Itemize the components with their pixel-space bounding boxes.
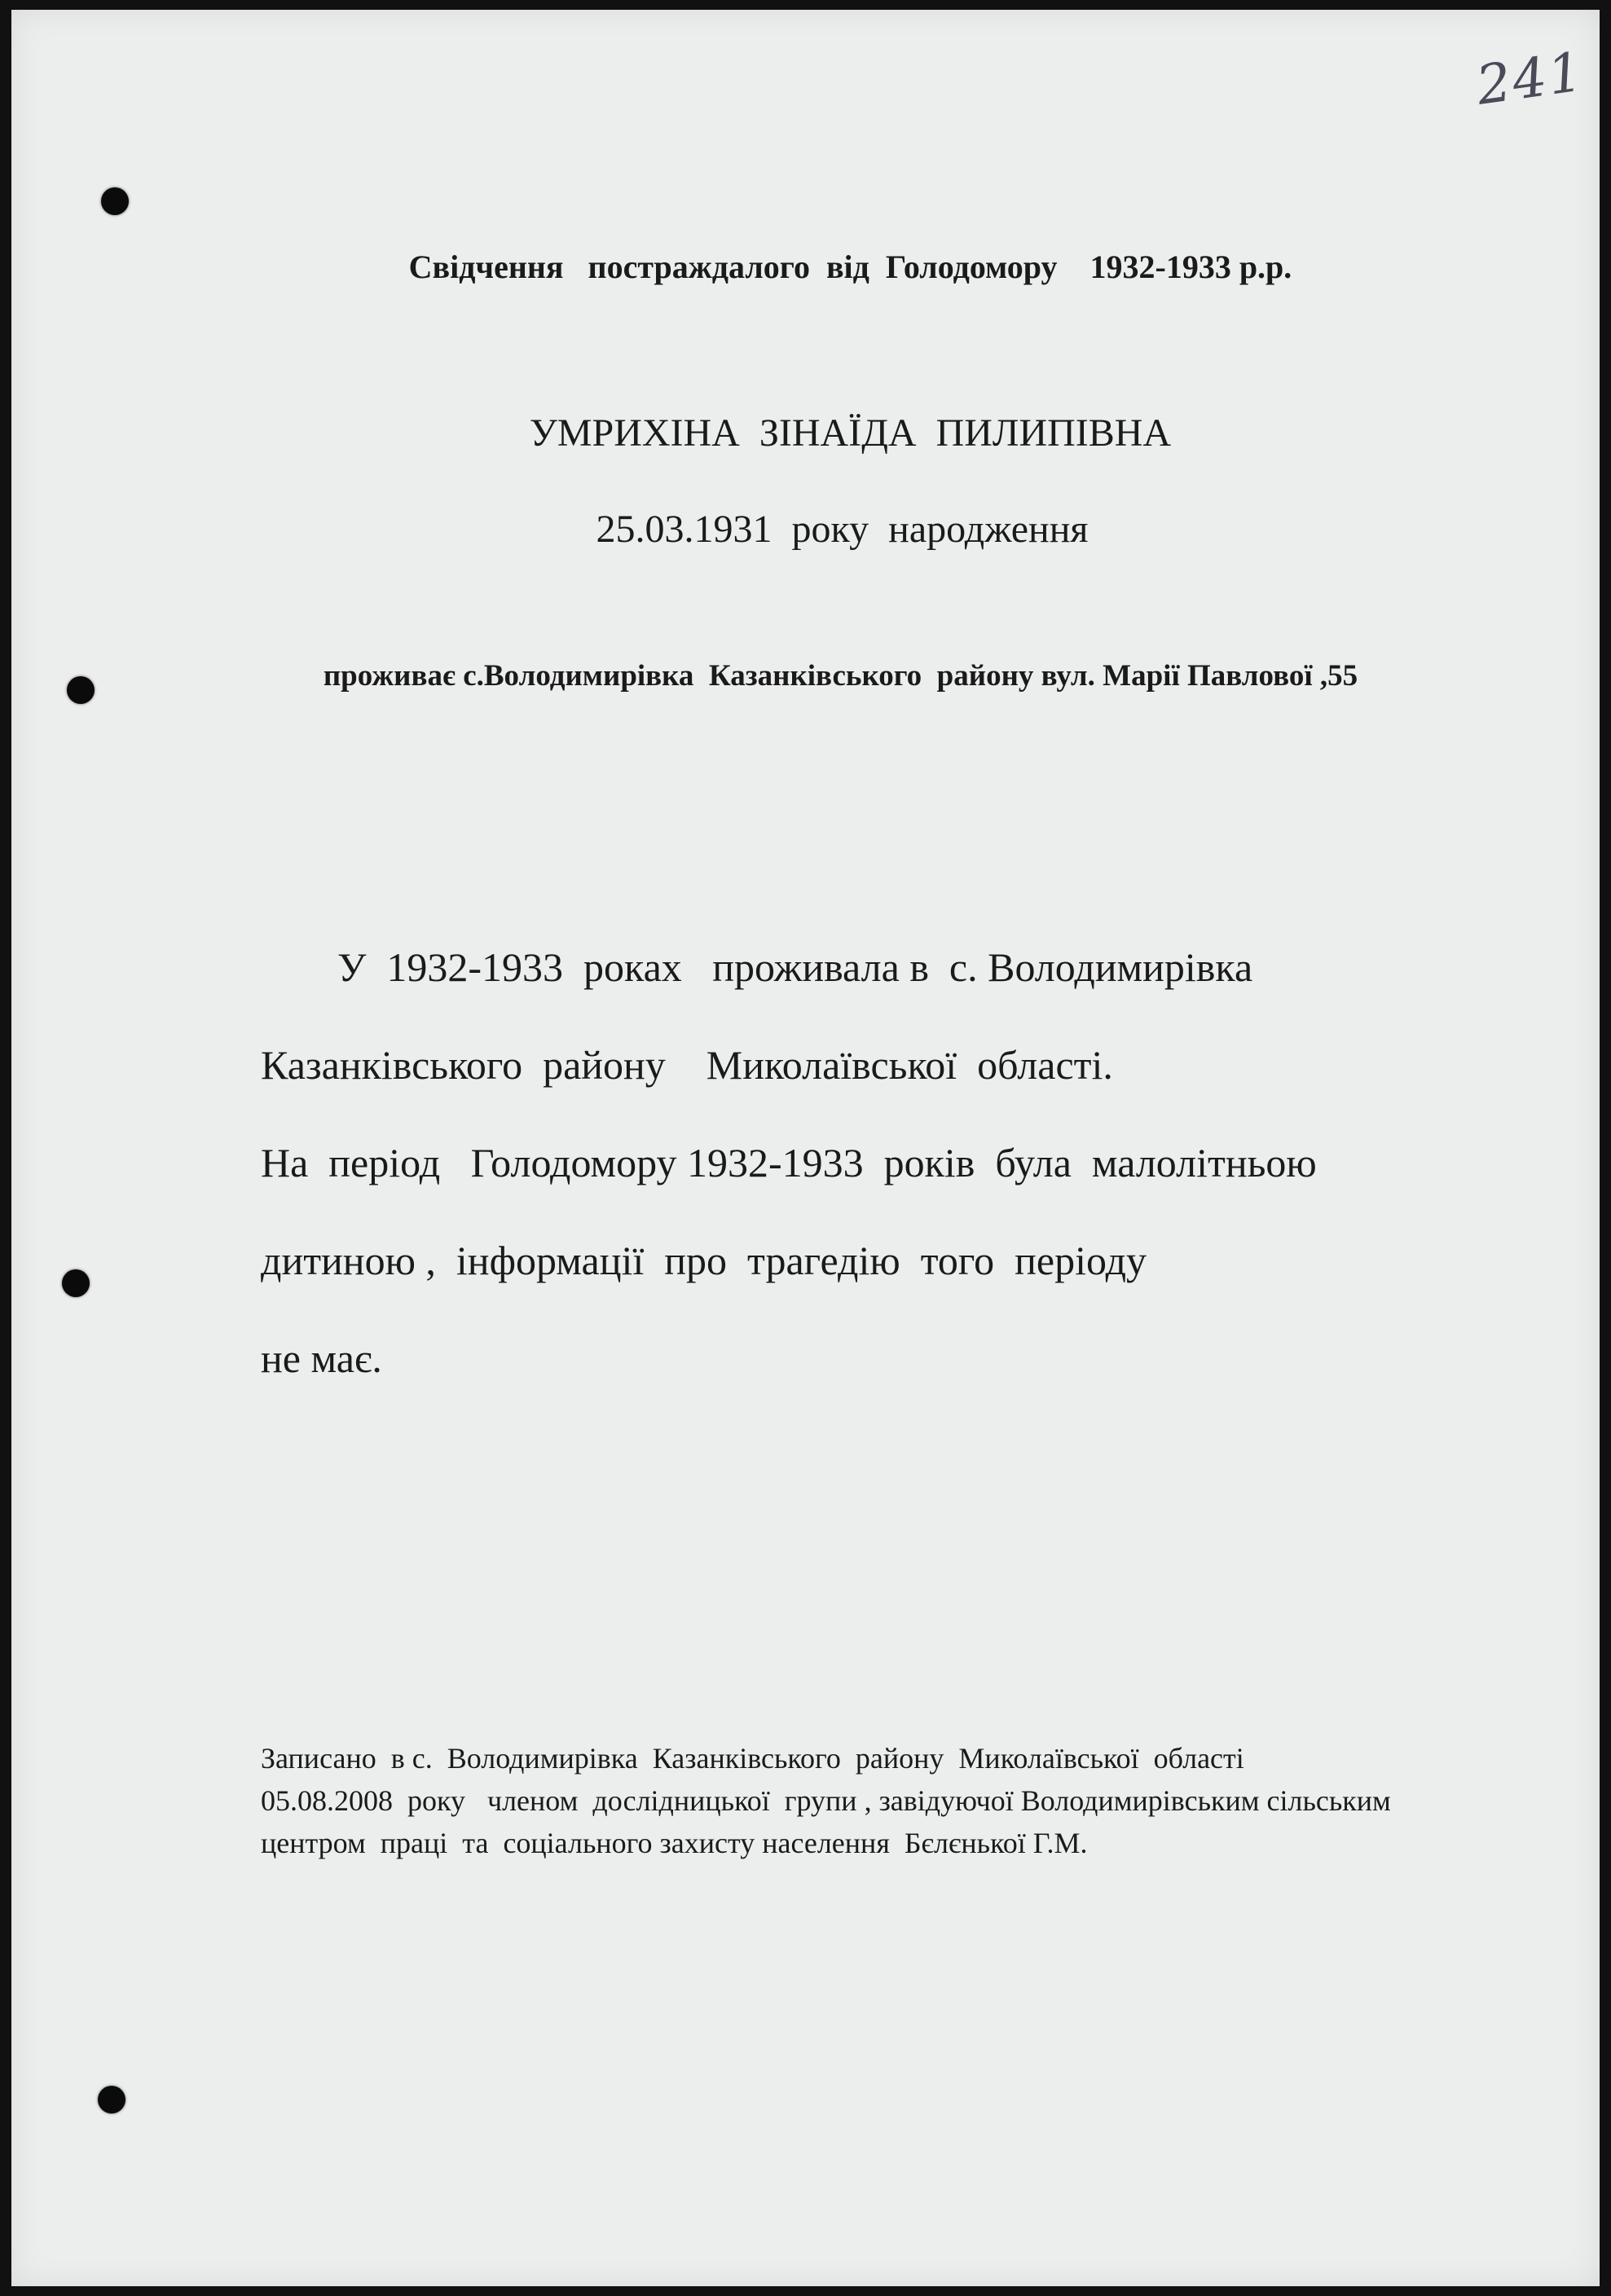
testimony-line: дитиною , інформації про трагедію того періоду [261,1238,1147,1283]
document-page [11,10,1600,2286]
punch-hole [62,1269,90,1297]
document-heading: Свідчення постраждалого від Голодомору 1932-1933 р.р. [408,249,1292,285]
testimony-line: У 1932-1933 роках проживала в с. Володимирівка [337,944,1253,990]
recorded-note-line: центром праці та соціального захисту населення Бєлєнької Г.М. [261,1827,1088,1859]
handwritten-page-number: 241 [1472,40,1588,117]
recorded-note-line: 05.08.2008 року членом дослідницької групи , завідуючої Володимирівським сільським [261,1784,1391,1817]
witness-name: УМРИХІНА ЗІНАЇДА ПИЛИПІВНА [529,411,1172,455]
punch-hole [98,2086,125,2113]
testimony-line: не має. [261,1335,382,1381]
birth-date: 25.03.1931 року народження [596,508,1089,551]
punch-hole [101,187,129,215]
residence-address: проживає с.Володимирівка Казанківського району вул. Марії Павлової ,55 [323,659,1358,693]
recorded-note-line: Записано в с. Володимирівка Казанківського району Миколаївської області [261,1742,1244,1775]
testimony-line: На період Голодомору 1932-1933 років була малолітньою [261,1140,1317,1185]
testimony-line: Казанківського району Миколаївської області. [261,1042,1113,1088]
